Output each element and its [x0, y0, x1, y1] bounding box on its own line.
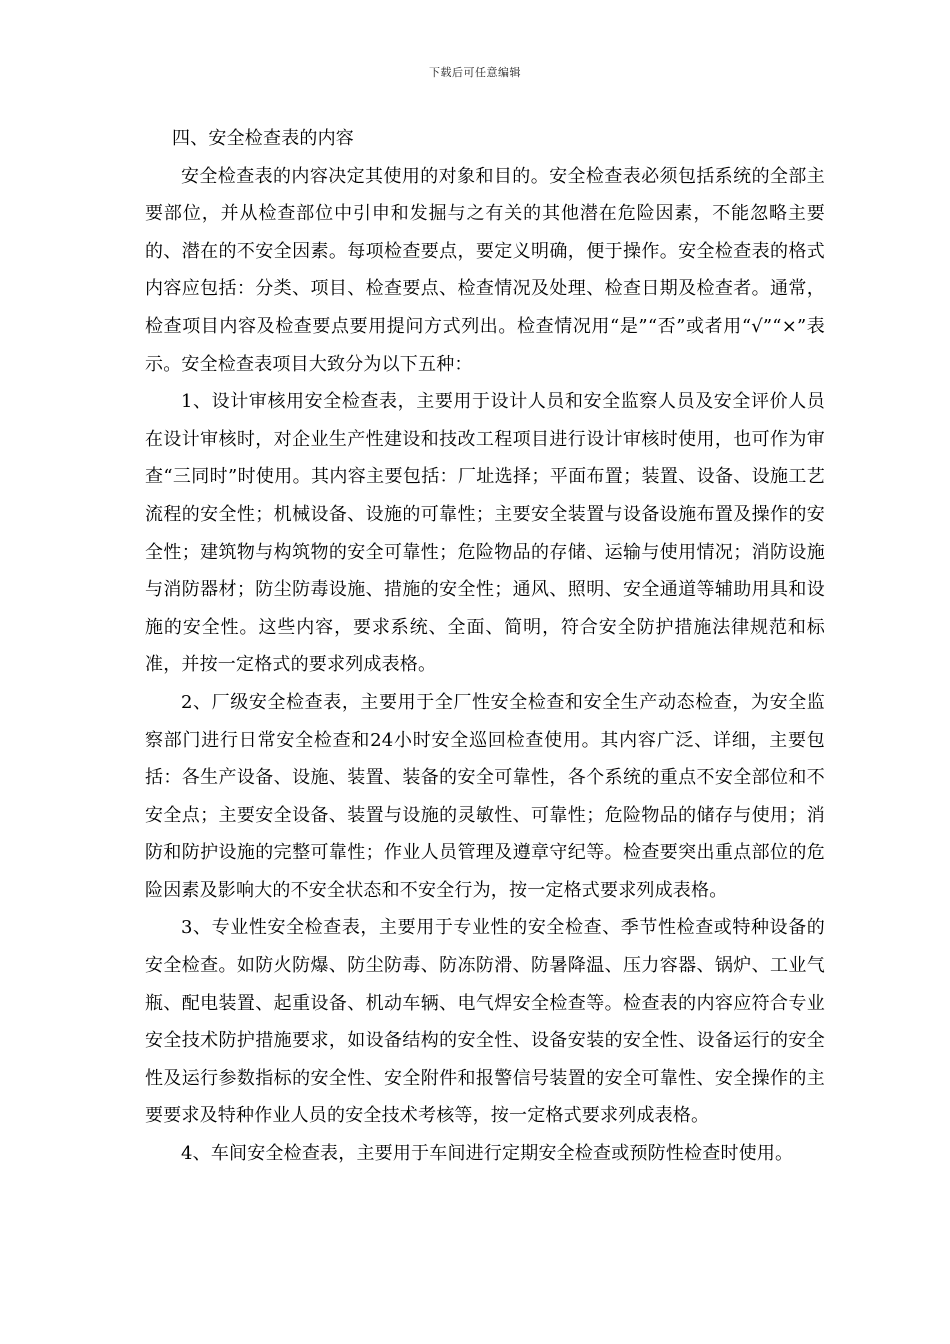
paragraph-item-2: 2、厂级安全检查表，主要用于全厂性安全检查和安全生产动态检查，为安全监察部门进行日常安全检查和24小时安全巡回检查使用。其内容广泛、详细，主要包括：各生产设备、设施、装置、装备的安全可靠性，各个系统的重点不安全部位和不安全点；主要安全设备、装置与设施的灵敏性、可靠性；危险物品的储存与使用；消防和防护设施的完整可靠性；作业人员管理及遵章守纪等。检查要突出重点部位的危险因素及影响大的不安全状态和不安全行为，按一定格式要求列成表格。	[145, 691, 825, 901]
paragraph-item-4: 4、车间安全检查表，主要用于车间进行定期安全检查或预防性检查时使用。	[181, 1143, 794, 1165]
paragraph-item-3: 3、专业性安全检查表，主要用于专业性的安全检查、季节性检查或特种设备的安全检查。如防火防爆、防尘防毒、防冻防滑、防暑降温、压力容器、锅炉、工业气瓶、配电装置、起重设备、机动车辆、电气焊安全检查等。检查表的内容应符合专业安全技术防护措施要求，如设备结构的安全性、设备安装的安全性、设备运行的安全性及运行参数指标的安全性、安全附件和报警信号装置的安全可靠性、安全操作的主要要求及特种作业人员的安全技术考核等，按一定格式要求列成表格。	[145, 917, 825, 1127]
paragraph-intro: 安全检查表的内容决定其使用的对象和目的。安全检查表必须包括系统的全部主要部位，并从检查部位中引申和发掘与之有关的其他潜在危险因素，不能忽略主要的、潜在的不安全因素。每项检查要点，要定义明确，便于操作。安全检查表的格式内容应包括：分类、项目、检查要点、检查情况及处理、检查日期及检查者。通常，检查项目内容及检查要点要用提问方式列出。检查情况用“是”“否”或者用“√”“×”表示。安全检查表项目大致分为以下五种：	[145, 165, 825, 375]
header-note: 下载后可任意编辑	[429, 66, 521, 79]
document-body	[145, 120, 825, 1173]
paragraph-item-1: 1、设计审核用安全检查表，主要用于设计人员和安全监察人员及安全评价人员在设计审核时，对企业生产性建设和技改工程项目进行设计审核时使用，也可作为审查“三同时”时使用。其内容主要包括：厂址选择；平面布置；装置、设备、设施工艺流程的安全性；机械设备、设施的可靠性；主要安全装置与设备设施布置及操作的安全性；建筑物与构筑物的安全可靠性；危险物品的存储、运输与使用情况；消防设施与消防器材；防尘防毒设施、措施的安全性；通风、照明、安全通道等辅助用具和设施的安全性。这些内容，要求系统、全面、简明，符合安全防护措施法律规范和标准，并按一定格式的要求列成表格。	[145, 391, 825, 676]
section-title: 四、安全检查表的内容	[172, 128, 354, 149]
